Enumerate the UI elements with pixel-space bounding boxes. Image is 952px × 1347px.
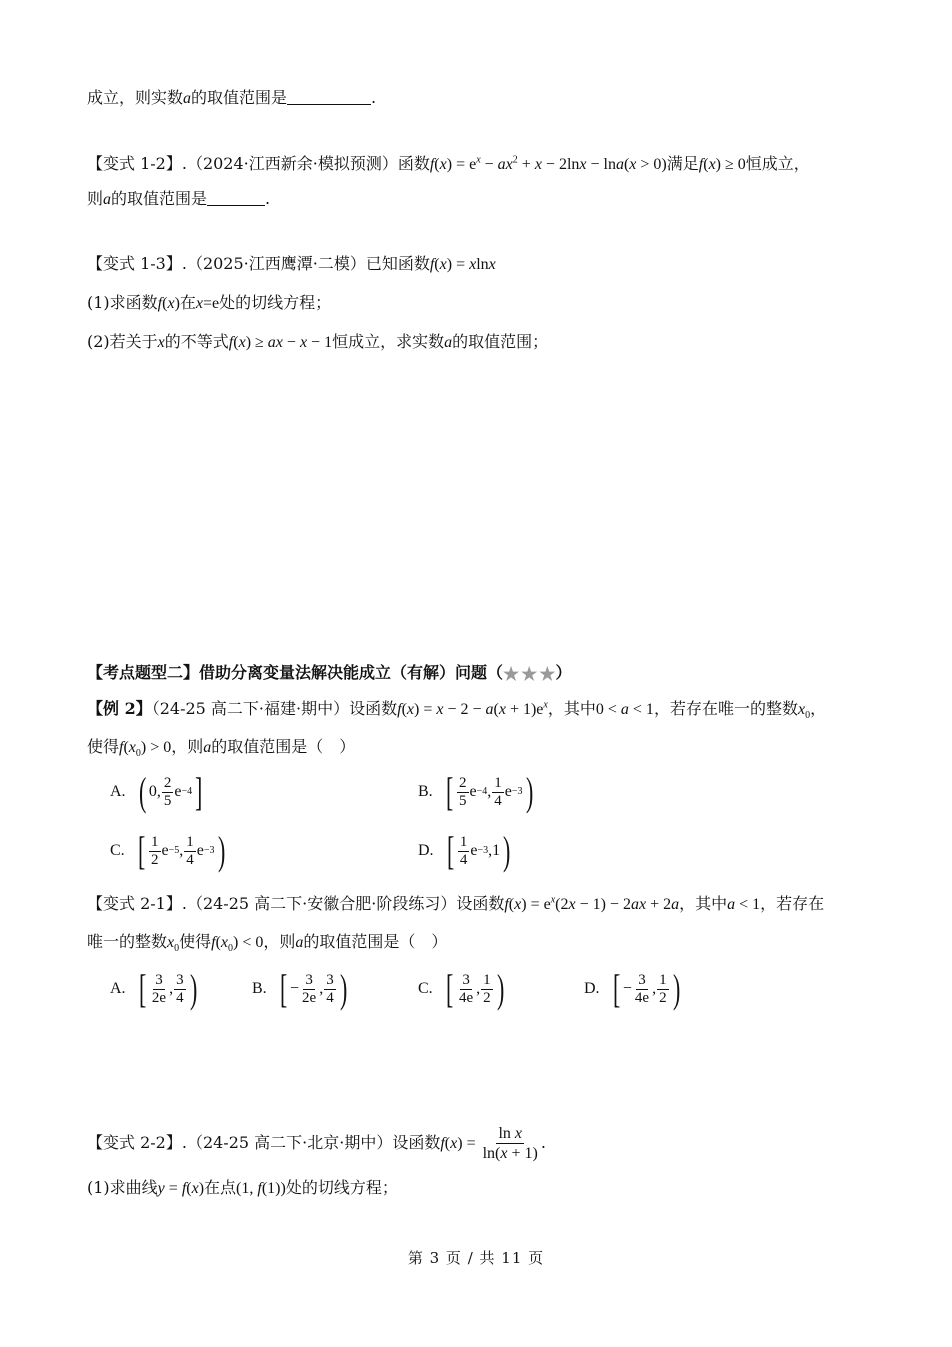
example-2-mid2: ，若存在唯一的整数 <box>653 699 798 718</box>
variant-2-1-option-c[interactable]: C. [ $\frac{3}{4e}$ , $\frac{1}{2}$ ) <box>418 966 505 1011</box>
variant-1-2-source: .（2024·江西新余·模拟预测）函数 <box>181 154 430 173</box>
example-2-option-b[interactable]: B. [ $\frac{2}{5}$ e −4 , $\frac{1}{4}$ e −3 ) <box>418 769 533 814</box>
option-label: A. <box>110 783 126 800</box>
variant-1-2-var: a <box>103 191 112 208</box>
variant-1-3-source: .（2025·江西鹰潭·二模）已知函数 <box>181 254 430 273</box>
variant-2-2-tag: 【变式 2-2】 <box>87 1133 182 1152</box>
example-2-mid: ，其中 <box>547 699 596 718</box>
option-label: D. <box>418 842 434 859</box>
answer-blank <box>207 189 265 206</box>
variant-1-3-q1-prefix: (1)求函数 <box>87 293 158 312</box>
variant-1-3-tag: 【变式 1-3】 <box>87 254 182 273</box>
option-label: D. <box>584 980 600 997</box>
variant-2-2-end: . <box>540 1133 546 1152</box>
variant-2-1-line2-prefix: 唯一的整数 <box>87 932 168 951</box>
variant-2-2-line-1: 【变式 2-2】.（24-25 高二下·北京·期中）设函数f(x) = $\frac{\text{ln x}}{\ln(x + 1)}$ . <box>87 1125 546 1162</box>
example-2-line-1: 【例 2】（24-25 高二下·福建·期中）设函数$f(x) = x - 2 - a(x + 1)e^x$，其中0 < a < 1，若存在唯一的整数$x_0$， <box>87 699 827 722</box>
intro-var: a <box>183 90 192 107</box>
variant-1-3-q1-mid: 在 <box>179 293 196 312</box>
variant-1-2-end: . <box>265 189 271 208</box>
variant-1-3-line-1: 【变式 1-3】.（2025·江西鹰潭·二模）已知函数f(x) = xlnx <box>87 254 496 273</box>
example-2-tag: 【例 2】 <box>87 699 152 718</box>
variant-2-1-line-2: 唯一的整数$x_0$使得$f(x_0) < 0$，则a的取值范围是（ ） <box>87 932 448 955</box>
variant-2-2-source: .（24-25 高二下·北京·期中）设函数 <box>181 1133 441 1152</box>
variant-2-1-line2-mid2: ，则 <box>263 932 296 951</box>
variant-2-1-option-a[interactable]: A. [ $\frac{3}{2e}$ , $\frac{3}{4}$ ) <box>110 966 197 1011</box>
example-2-line2-mid: ，则 <box>171 737 204 756</box>
option-label: B. <box>418 783 433 800</box>
star-icon: ★ <box>503 664 520 685</box>
variant-1-3-q1: (1)求函数f(x)在x=e处的切线方程； <box>87 293 332 312</box>
variant-2-2-q1-mid: 在点 <box>204 1178 237 1197</box>
variant-1-3-q2: (2)若关于x的不等式f(x) ≥ ax − x − 1恒成立，求实数a的取值范围； <box>87 332 549 351</box>
variant-2-1-tag: 【变式 2-1】 <box>87 894 182 913</box>
variant-2-2-q1-suffix: 处的切线方程； <box>285 1178 398 1197</box>
variant-1-3-q2-mid: 的不等式 <box>164 332 229 351</box>
intro-line <box>87 87 912 110</box>
example-2-line2-suffix: 的取值范围是（ ） <box>211 737 356 756</box>
variant-2-1-mid: ，其中 <box>679 894 728 913</box>
variant-2-2-q1-prefix: (1)求曲线 <box>87 1178 158 1197</box>
intro-end: . <box>371 88 377 107</box>
example-2-line2-prefix: 使得 <box>87 737 120 756</box>
variant-1-3-q1-suffix: 处的切线方程； <box>219 293 332 312</box>
answer-blank <box>287 88 371 105</box>
example-2-option-a[interactable]: A. ( 0, $\frac{2}{5}$ e −4 ] <box>110 769 203 814</box>
option-label: B. <box>252 980 267 997</box>
star-icon: ★ <box>539 664 556 685</box>
intro-suffix: 的取值范围是 <box>191 88 288 107</box>
page-footer: 第 3 页 / 共 11 页 <box>407 1249 545 1267</box>
variant-1-2-tag: 【变式 1-2】 <box>87 154 182 173</box>
variant-1-2-cond2: 恒成立， <box>745 154 810 173</box>
formula-f12: f <box>429 156 435 173</box>
variant-1-2-line-1: 【变式 1-2】.（2024·江西新余·模拟预测）函数$f(x) = e^x - ax^2 + x - 2\ln x - \ln a(x > 0)$满足f(x) ≥ 0恒成立， <box>87 154 810 173</box>
section-title: 【考点题型二】借助分离变量法解决能成立（有解）问题（ <box>87 663 504 682</box>
variant-1-2-cond: 满足 <box>666 154 699 173</box>
variant-2-2-q1: (1)求曲线y = f(x)在点(1, f(1))处的切线方程； <box>87 1178 398 1197</box>
variant-2-1-source: .（24-25 高二下·安徽合肥·阶段练习）设函数 <box>181 894 505 913</box>
variant-1-3-q2-end: 的取值范围； <box>452 332 549 351</box>
variant-1-2-line2-prefix: 则 <box>87 189 104 208</box>
option-label: C. <box>418 980 433 997</box>
variant-2-1-option-b[interactable]: B. [ − $\frac{3}{2e}$ , $\frac{3}{4}$ ) <box>252 966 348 1011</box>
example-2-option-d[interactable]: D. [ $\frac{1}{4}$ e −3 ,1 ) <box>418 828 511 873</box>
example-2-option-c[interactable]: C. [ $\frac{1}{2}$ e −5 , $\frac{1}{4}$ e −3 ) <box>110 828 225 873</box>
variant-2-1-line2-suffix: 的取值范围是（ ） <box>303 932 448 951</box>
intro-prefix: 成立，则实数 <box>87 88 184 107</box>
variant-1-2-line-2 <box>87 188 912 211</box>
variant-2-1-line-1: 【变式 2-1】.（24-25 高二下·安徽合肥·阶段练习）设函数$f(x) = e^x(2x - 1) - 2ax + 2a$，其中a < 1，若存在 <box>87 894 825 913</box>
variant-1-3-q2-prefix: (2)若关于 <box>87 332 158 351</box>
star-icon: ★ <box>521 664 538 685</box>
variant-2-1-option-d[interactable]: D. [ − $\frac{3}{4e}$ , $\frac{1}{2}$ ) <box>584 966 680 1011</box>
variant-1-2-line2-suffix: 的取值范围是 <box>111 189 208 208</box>
example-2-line-2: 使得$f(x_0) > 0$，则a的取值范围是（ ） <box>87 737 356 760</box>
variant-2-1-mid2: ，若存在 <box>760 894 825 913</box>
section-title-end: ） <box>555 663 572 682</box>
variant-2-1-line2-mid: 使得 <box>179 932 212 951</box>
section-heading <box>87 662 912 686</box>
variant-1-3-q2-suffix: 恒成立，求实数 <box>332 332 445 351</box>
difficulty-stars <box>503 664 555 686</box>
option-label: A. <box>110 980 126 997</box>
example-2-end: ， <box>810 699 827 718</box>
example-2-source: （24-25 高二下·福建·期中）设函数 <box>151 699 398 718</box>
option-label: C. <box>110 842 125 859</box>
